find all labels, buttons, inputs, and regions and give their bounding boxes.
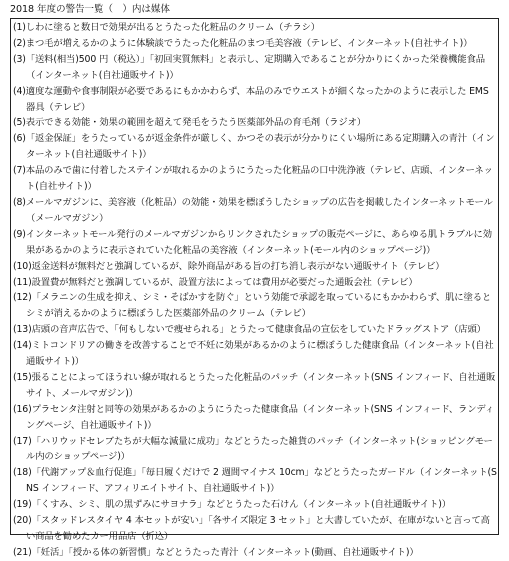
list-item: (18)「代謝アップ＆血行促進」「毎日履くだけで 2 週間マイナス 10cm」などとうたったガードル（インターネット(SNS インフィード、アフィリエイトサイト、自社通販サイト)） xyxy=(13,467,497,495)
list-item: (11)設置費が無料だと強調しているが、設置方法によっては費用が必要だった通販会社（テレビ） xyxy=(13,276,418,288)
warning-list xyxy=(13,20,497,561)
list-item: (6)「返金保証」をうたっているが返金条件が厳しく、かつその表示が分かりにくい場所にある定期購入の青汁（インターネット(自社通販サイト)） xyxy=(13,133,495,161)
list-item: (16)プラセンタ注射と同等の効果があるかのようにうたった健康食品（インターネット(SNS インフィード、ランディングページ、自社通販サイト)） xyxy=(13,403,495,431)
list-item: (15)張ることによってほうれい線が取れるとうたった化粧品のパッチ（インターネット(SNS インフィード、自社通販サイト、メールマガジン)） xyxy=(13,371,496,399)
list-item: (9)インターネットモール発行のメールマガジンからリンクされたショップの販売ページに、あらゆる肌トラブルに効果があるかのように表示されていた化粧品の美容液（インターネット(モール内のショップページ)） xyxy=(13,228,492,256)
list-item: (4)適度な運動や食事制限が必要であるにもかかわらず、本品のみでウエストが細くなったかのように表示した EMS 器具（テレビ） xyxy=(13,85,489,113)
warning-list-box xyxy=(10,18,499,558)
list-item: (17)「ハリウッドセレブたちが大幅な減量に成功」などとうたった雑貨のパッチ（インターネット(ショッピングモール内のショップページ)） xyxy=(13,435,493,463)
list-item: (20)「スタッドレスタイヤ 4 本セットが安い」「各サイズ限定 3 セット」と大書していたが、在庫がないと言って高い商品を勧めたカー用品店（折込） xyxy=(13,515,490,542)
list-item: (2)まつ毛が増えるかのように体験談でうたった化粧品のまつ毛美容液（テレビ、インターネット(自社サイト)） xyxy=(13,37,473,49)
list-heading: 2018 年度の警告一覧（ ）内は媒体 xyxy=(10,4,170,15)
list-item: (8)メールマガジンに、美容液（化粧品）の効能・効果を標ぼうしたショップの広告を掲載したインターネットモール（メールマガジン） xyxy=(13,196,493,224)
list-item: (13)店頭の音声広告で、「何もしないで痩せられる」とうたって健康食品の宣伝をしていたドラッグストア（店頭） xyxy=(13,324,486,336)
list-item: (5)表示できる効能・効果の範囲を超えて発毛をうたう医薬部外品の育毛剤（ラジオ） xyxy=(13,117,366,129)
list-item: (14)ミトコンドリアの働きを改善することで不妊に効果があるかのように標ぼうした健康食品（インターネット(自社通販サイト)） xyxy=(13,340,494,368)
list-item: (3)「送料(相当)500 円（税込）」「初回実質無料」と表示し、定期購入であることが分かりにくかった栄養機能食品（インターネット(自社通販サイト)） xyxy=(13,53,485,81)
list-item: (12)「メラニンの生成を抑え、シミ・そばかすを防ぐ」という効能で承認を取っているにもかかわらず、肌に塗るとシミが消えるかのように標ぼうした医薬部外品のクリーム（テレビ） xyxy=(13,292,492,320)
list-item: (10)返金送料が無料だと強調しているが、除外商品がある旨の打ち消し表示がない通販サイト（テレビ） xyxy=(13,260,445,272)
list-item: (21)「妊活」「授かる体の新習慣」などとうたった青汁（インターネット(動画、自社通販サイト)） xyxy=(13,546,419,558)
list-item: (1)しわに塗ると数日で効果が出るとうたった化粧品のクリーム（チラシ） xyxy=(13,22,320,33)
list-item: (7)本品のみで歯に付着したステインが取れるかのようにうたった化粧品の口中洗浄液（テレビ、店頭、インターネット(自社サイト)） xyxy=(13,165,493,193)
list-item: (19)「くすみ、シミ、肌の黒ずみにサヨナラ」などとうたった石けん（インターネット(自社通販サイト)） xyxy=(13,499,451,511)
